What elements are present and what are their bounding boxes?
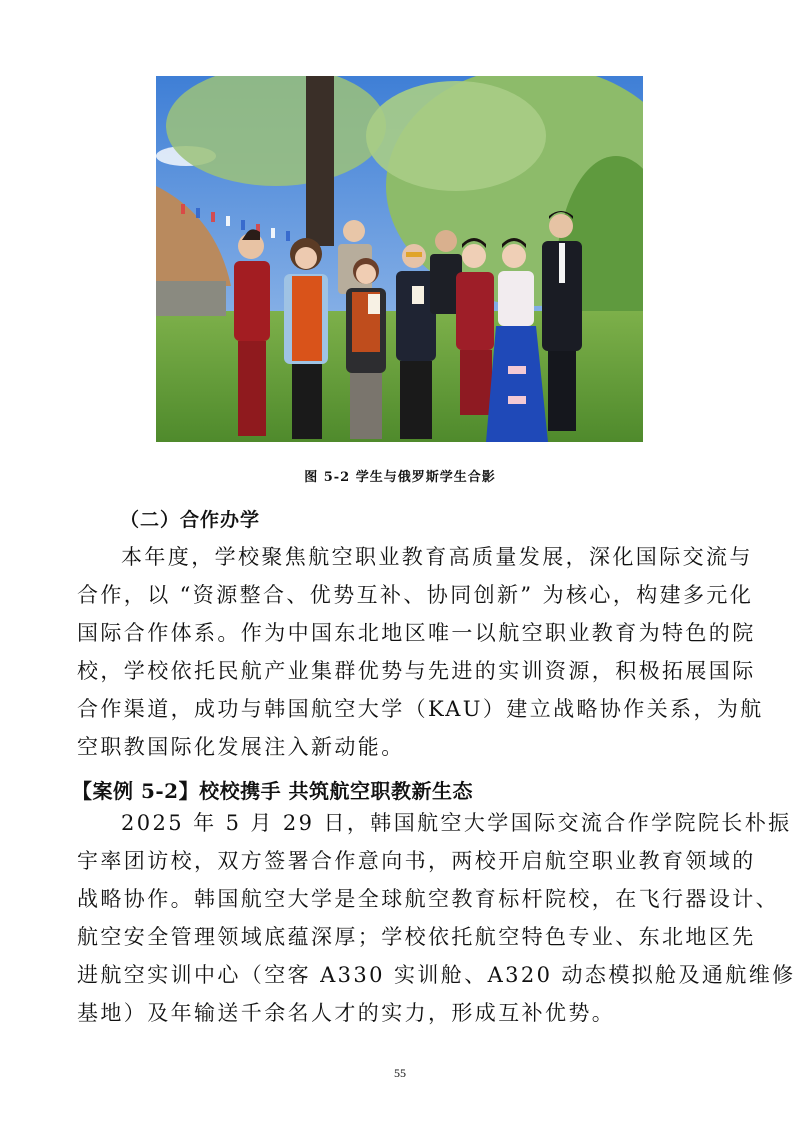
section-paragraph	[77, 538, 764, 766]
paragraph-line: 2025 年 5 月 29 日，韩国航空大学国际交流合作学院院长朴振	[121, 811, 792, 835]
group-photo	[156, 76, 643, 442]
paragraph-line: 合作渠道，成功与韩国航空大学（KAU）建立战略协作关系，为航	[77, 697, 764, 721]
paragraph-line: 航空安全管理领域底蕴深厚；学校依托航空特色专业、东北地区先	[77, 925, 756, 949]
paragraph-line: 本年度，学校聚焦航空职业教育高质量发展，深化国际交流与	[121, 545, 753, 569]
page-number: 55	[394, 1066, 406, 1080]
paragraph-line: 国际合作体系。作为中国东北地区唯一以航空职业教育为特色的院	[77, 621, 756, 645]
case-title: 【案例 5-2】校校携手 共筑航空职教新生态	[72, 779, 474, 803]
paragraph-line: 校，学校依托民航产业集群优势与先进的实训资源，积极拓展国际	[77, 659, 756, 683]
section-heading: （二）合作办学	[120, 509, 261, 531]
case-paragraph	[77, 804, 796, 1032]
paragraph-line: 战略协作。韩国航空大学是全球航空教育标杆院校，在飞行器设计、	[77, 887, 779, 911]
paragraph-line: 基地）及年输送千余名人才的实力，形成互补优势。	[77, 1001, 616, 1025]
paragraph-line: 进航空实训中心（空客 A330 实训舱、A320 动态模拟舱及通航维修	[77, 963, 796, 987]
photo-illustration	[156, 76, 643, 442]
paragraph-line: 宇率团访校，双方签署合作意向书，两校开启航空职业教育领域的	[77, 849, 756, 873]
paragraph-line: 空职教国际化发展注入新动能。	[77, 735, 405, 759]
figure-caption: 图 5-2 学生与俄罗斯学生合影	[304, 470, 496, 485]
paragraph-line: 合作，以 “资源整合、优势互补、协同创新” 为核心，构建多元化	[77, 583, 754, 607]
